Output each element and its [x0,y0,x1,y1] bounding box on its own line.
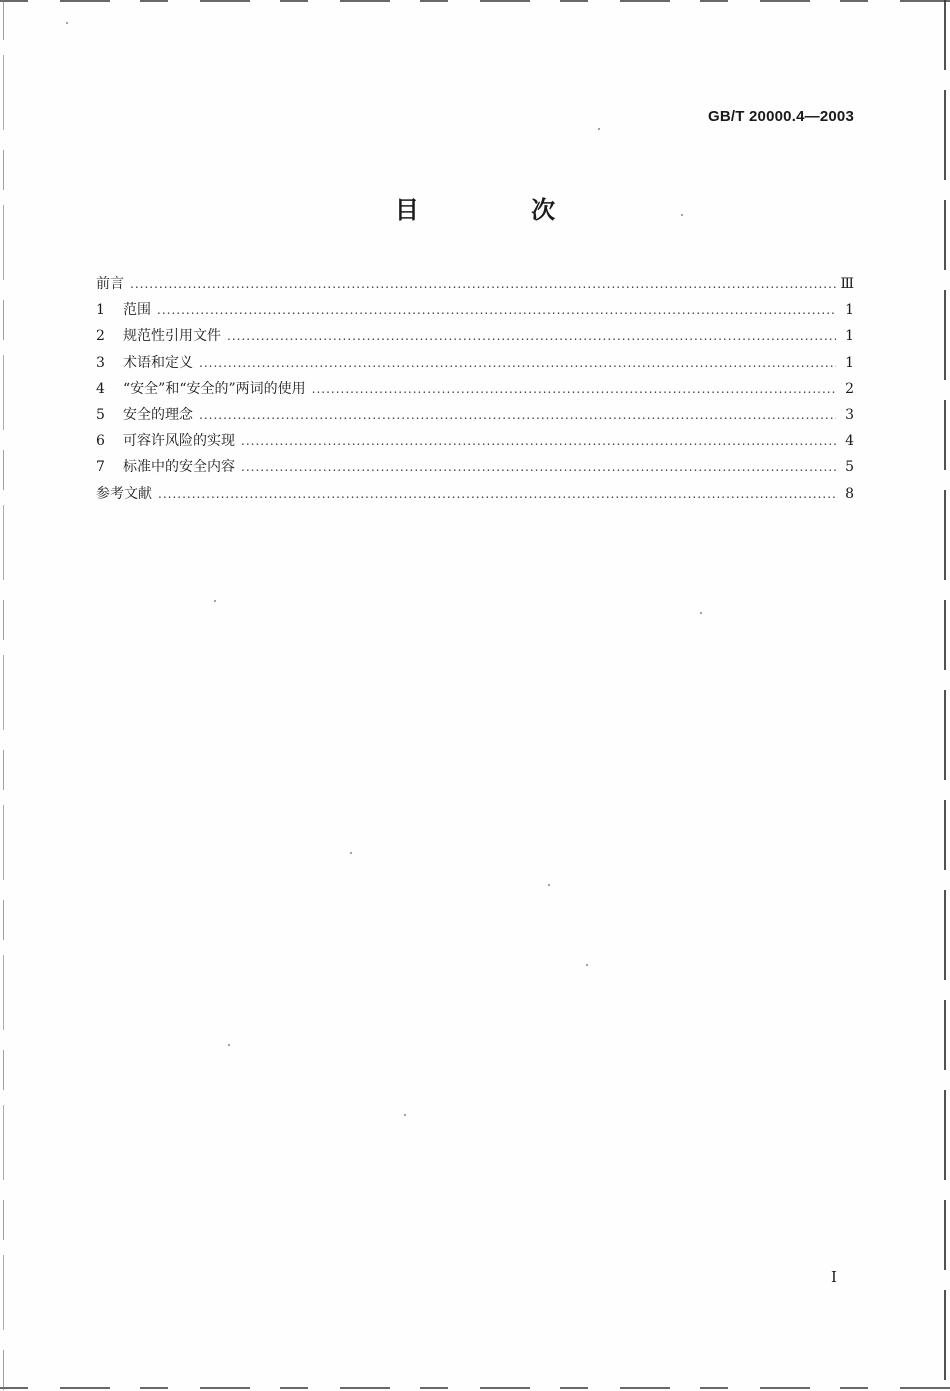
toc-entry-terms-definitions[interactable] [96,353,854,379]
scan-speck [228,1044,230,1046]
toc-entry-number: 1 [96,302,105,319]
toc-entry-use-of-terms[interactable] [96,379,854,405]
toc-entry-normative-references[interactable] [96,326,854,352]
toc-leader-dots [157,300,836,320]
scan-speck [681,214,683,216]
scan-speck [214,600,216,602]
toc-entry-page: Ⅲ [840,276,854,292]
toc-entry-concept-of-safety[interactable] [96,405,854,431]
toc-entry-safety-in-standards[interactable] [96,457,854,483]
toc-entry-label: 参考文献 [96,485,152,502]
toc-leader-dots [312,379,836,399]
scan-edge-top [0,0,950,2]
scan-speck [66,22,68,24]
toc-entry-foreword[interactable] [96,274,854,300]
toc-entry-page: 1 [845,302,854,319]
toc-leader-dots [130,274,836,294]
scan-speck [586,964,588,966]
toc-entry-label: 术语和定义 [123,354,193,371]
toc-leader-dots [241,431,836,451]
toc-leader-dots [158,484,836,504]
scan-speck [350,852,352,854]
toc-entry-scope[interactable] [96,300,854,326]
toc-entry-number: 5 [96,406,105,423]
toc-leader-dots [241,457,836,477]
toc-entry-label: 前言 [96,276,124,292]
toc-entry-number: 4 [96,380,105,397]
toc-entry-page: 4 [845,433,854,450]
toc-entry-label: “安全”和“安全的”两词的使用 [123,380,306,397]
toc-entry-tolerable-risk[interactable] [96,431,854,457]
toc-entry-page: 1 [845,328,854,345]
toc-entry-page: 8 [845,485,854,502]
toc-leader-dots [199,405,836,425]
scan-speck [598,128,600,130]
toc-entry-number: 2 [96,328,105,345]
toc-entry-number: 7 [96,459,105,476]
toc-entry-page: 2 [845,380,854,397]
toc-leader-dots [199,353,836,373]
page-number: I [831,1268,837,1286]
toc-entry-label: 标准中的安全内容 [123,459,235,476]
toc-entry-label: 可容许风险的实现 [123,433,235,450]
toc-entry-label: 范围 [123,302,151,319]
scan-speck [700,612,702,614]
scan-speck [404,1114,406,1116]
table-of-contents [96,274,854,510]
toc-entry-page: 1 [845,354,854,371]
toc-entry-label: 安全的理念 [123,406,193,423]
toc-entry-number: 6 [96,433,105,450]
toc-leader-dots [227,326,836,346]
scan-edge-bottom [0,1387,950,1389]
toc-entry-number: 3 [96,354,105,371]
toc-entry-bibliography[interactable] [96,484,854,510]
scan-speck [548,884,550,886]
document-code: GB/T 20000.4—2003 [708,108,854,125]
toc-entry-page: 5 [845,459,854,476]
toc-entry-page: 3 [845,406,854,423]
toc-entry-label: 规范性引用文件 [123,328,221,345]
toc-title: 目 次 [394,196,608,224]
